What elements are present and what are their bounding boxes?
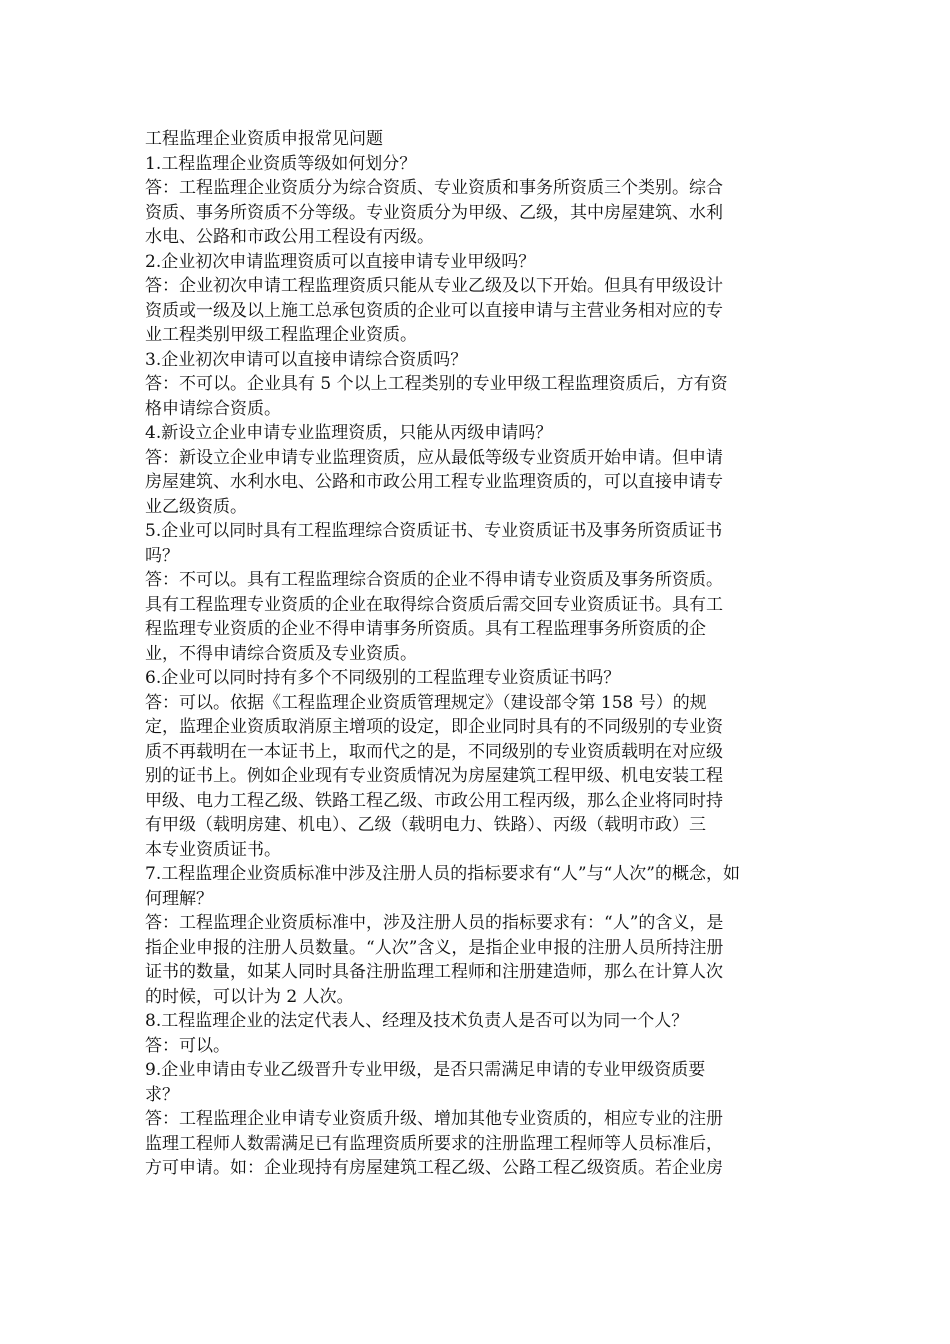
- text-line: 答：新设立企业申请专业监理资质，应从最低等级专业资质开始申请。但申请: [145, 447, 723, 468]
- text-line: 业乙级资质。: [145, 496, 247, 517]
- text-line: 资质或一级及以上施工总承包资质的企业可以直接申请与主营业务相对应的专: [145, 300, 723, 321]
- text-line: 吗？: [145, 545, 179, 566]
- text-line: 指企业申报的注册人员数量。“人次”含义，是指企业申报的注册人员所持注册: [145, 937, 724, 958]
- document-title: 工程监理企业资质申报常见问题: [145, 129, 383, 149]
- text-line: 1.工程监理企业资质等级如何划分？: [145, 153, 417, 174]
- text-line: 有甲级（载明房建、机电）、乙级（载明电力、铁路）、丙级（载明市政）三: [145, 815, 706, 835]
- text-line: 方可申请。如：企业现持有房屋建筑工程乙级、公路工程乙级资质。若企业房: [145, 1158, 723, 1178]
- text-line: 业，不得申请综合资质及专业资质。: [145, 643, 417, 664]
- text-line: 答：不可以。具有工程监理综合资质的企业不得申请专业资质及事务所资质。: [145, 570, 723, 590]
- text-line: 水电、公路和市政公用工程设有丙级。: [145, 227, 434, 247]
- text-line: 答：企业初次申请工程监理资质只能从专业乙级及以下开始。但具有甲级设计: [145, 276, 723, 296]
- text-line: 证书的数量，如某人同时具备注册监理工程师和注册建造师，那么在计算人次: [145, 962, 723, 982]
- text-line: 2.企业初次申请监理资质可以直接申请专业甲级吗？: [145, 251, 536, 272]
- text-line: 何理解？: [145, 888, 213, 909]
- text-line: 答：不可以。企业具有 5 个以上工程类别的专业甲级工程监理资质后，方有资: [145, 374, 728, 394]
- text-line: 答：工程监理企业申请专业资质升级、增加其他专业资质的，相应专业的注册: [145, 1109, 723, 1129]
- text-line: 质不再载明在一本证书上，取而代之的是，不同级别的专业资质载明在对应级: [145, 741, 723, 762]
- text-line: 5.企业可以同时具有工程监理综合资质证书、专业资质证书及事务所资质证书: [145, 521, 723, 541]
- text-line: 别的证书上。例如企业现有专业资质情况为房屋建筑工程甲级、机电安装工程: [145, 766, 723, 786]
- text-line: 3.企业初次申请可以直接申请综合资质吗？: [145, 349, 468, 370]
- document-body: [145, 152, 810, 1181]
- text-line: 答：工程监理企业资质分为综合资质、专业资质和事务所资质三个类别。综合: [145, 178, 723, 198]
- text-line: 4.新设立企业申请专业监理资质，只能从丙级申请吗？: [145, 423, 553, 443]
- text-line: 监理工程师人数需满足已有监理资质所要求的注册监理工程师等人员标准后，: [145, 1133, 723, 1154]
- text-line: 资质、事务所资质不分等级。专业资质分为甲级、乙级，其中房屋建筑、水利: [145, 202, 723, 223]
- text-line: 答：工程监理企业资质标准中，涉及注册人员的指标要求有：“人”的含义，是: [145, 913, 724, 933]
- text-line: 8.工程监理企业的法定代表人、经理及技术负责人是否可以为同一个人？: [145, 1011, 689, 1031]
- text-line: 答：可以。依据《工程监理企业资质管理规定》（建设部令第 158 号）的规: [145, 692, 707, 713]
- text-line: 房屋建筑、水利水电、公路和市政公用工程专业监理资质的，可以直接申请专: [145, 472, 723, 492]
- text-line: 答：可以。: [145, 1035, 230, 1056]
- text-line: 定，监理企业资质取消原主增项的设定，即企业同时具有的不同级别的专业资: [145, 717, 723, 737]
- text-line: 的时候，可以计为 2 人次。: [145, 986, 354, 1007]
- text-line: 格申请综合资质。: [145, 398, 281, 419]
- text-line: 业工程类别甲级工程监理企业资质。: [145, 325, 417, 345]
- text-line: 本专业资质证书。: [145, 839, 281, 860]
- text-line: 求？: [145, 1084, 179, 1105]
- text-line: 9.企业申请由专业乙级晋升专业甲级，是否只需满足申请的专业甲级资质要: [145, 1060, 706, 1080]
- text-line: 具有工程监理专业资质的企业在取得综合资质后需交回专业资质证书。具有工: [145, 594, 723, 615]
- text-line: 程监理专业资质的企业不得申请事务所资质。具有工程监理事务所资质的企: [145, 619, 706, 639]
- document-page: [145, 127, 810, 1181]
- text-line: 7.工程监理企业资质标准中涉及注册人员的指标要求有“人”与“人次”的概念，如: [145, 864, 740, 884]
- text-line: 甲级、电力工程乙级、铁路工程乙级、市政公用工程丙级，那么企业将同时持: [145, 790, 723, 811]
- text-line: 6.企业可以同时持有多个不同级别的工程监理专业资质证书吗？: [145, 668, 621, 688]
